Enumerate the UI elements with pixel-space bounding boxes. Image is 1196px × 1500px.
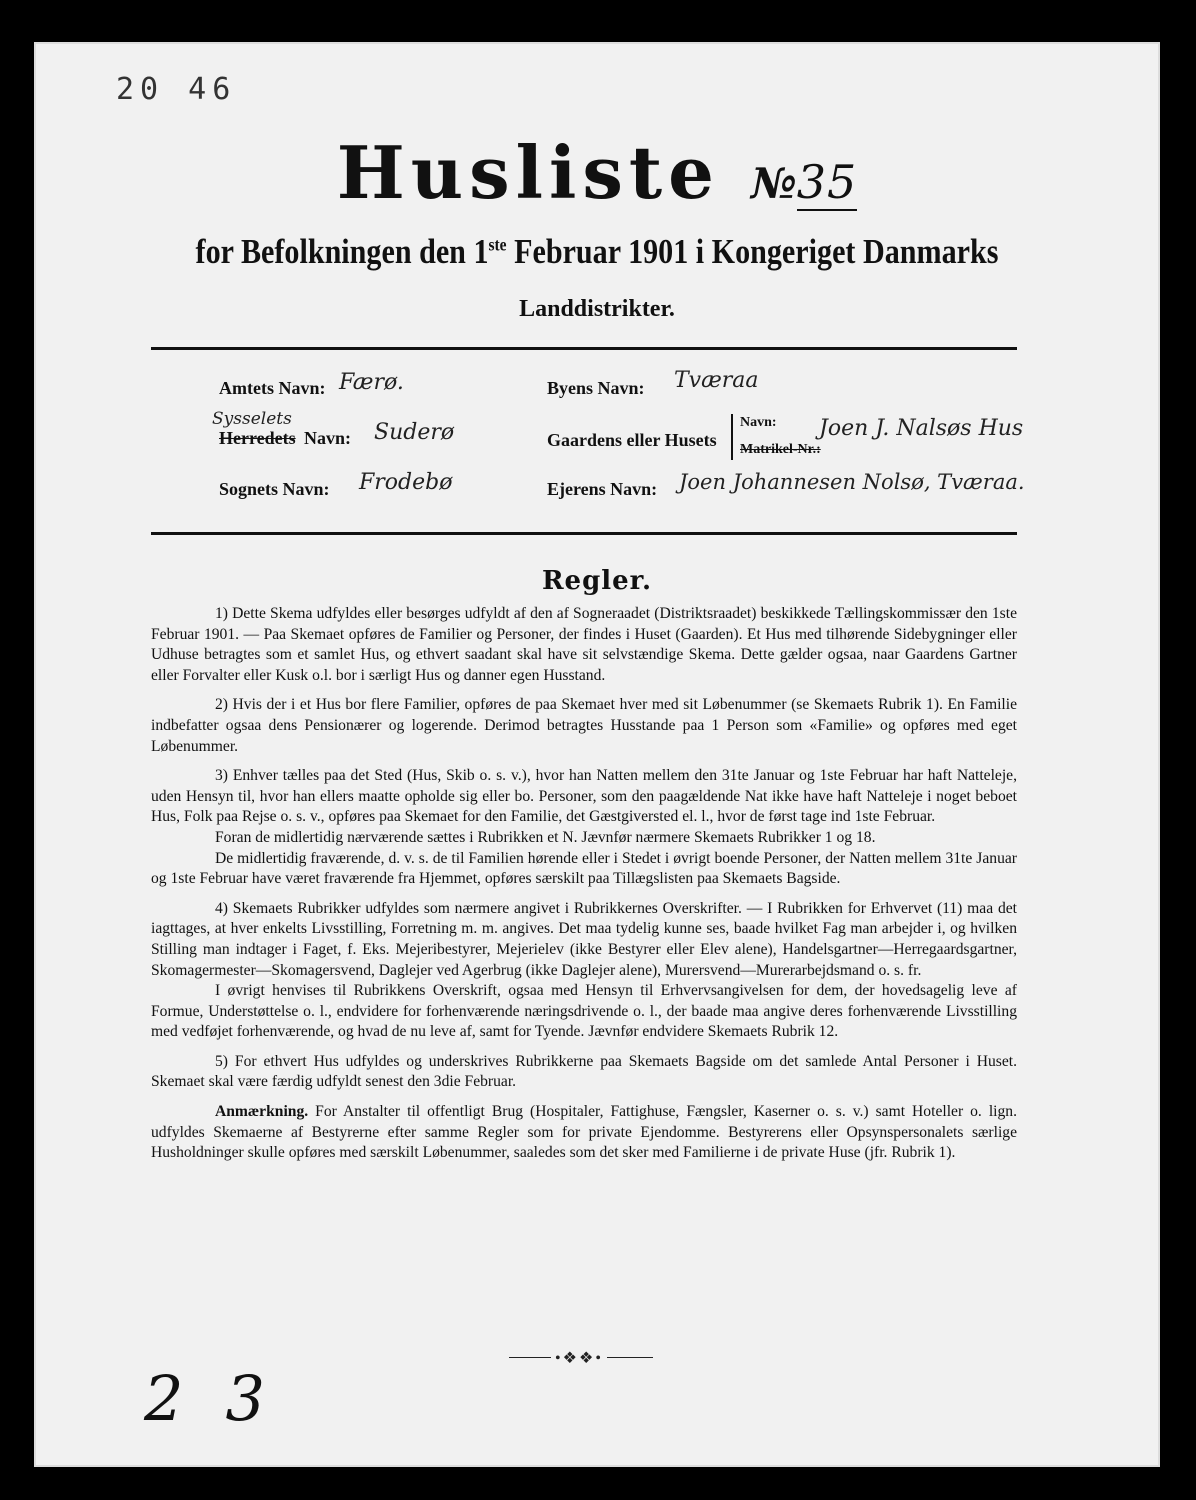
title-text: Husliste: [336, 130, 720, 215]
rule-2: 2) Hvis der i et Hus bor flere Familier, opføres de paa Skemaet hver med sit Løbenummer (se Skemaets Rubrik 1). En Familie indbefatter ogsaa dens Pensionærer og logerende. Derimod betragtes Husstande paa 1 Person som «Familie» og opføres med eget Løbenummer.: [151, 696, 1017, 755]
handwritten-number: 23: [144, 1362, 307, 1435]
rule-5: 5) For ethvert Hus udfyldes og underskrives Rubrikkerne paa Skemaets Bagside om det samlede Antal Personer i Huset. Skemaet skal være færdig udfyldt senest den 3die Februar.: [151, 1052, 1017, 1091]
rule-4: 4) Skemaets Rubrikker udfyldes som nærmere angivet i Rubrikkernes Overskrifter. — I Rubrikken for Erhvervet (11) maa det iagttages, at hver enkelts Livsstilling, Forretning m. m. angives. Det maa tydelig kunne ses, baade hvilket Fag man arbejder i, og hvilken Stilling man indtager i Faget, f. Eks. Mejeribestyrer, Mejerielev (ikke Bestyrer eller Elev alene), Handelsgartner—Herregaardsgartner, Skomagermester—Skomagersvend, Daglejer ved Agerbrug (ikke Daglejer alene), Murersvend—Murerarbejdsmand o. s. fr.: [151, 899, 1017, 979]
amt-value: Færø.: [339, 370, 404, 395]
sogn-label: Sognets Navn:: [219, 479, 330, 499]
herred-label: Navn:: [304, 428, 352, 448]
rule-1: 1) Dette Skema udfyldes eller besørges udfyldt af den af Sogneraadet (Distriktsraadet) beskikkede Tællingskommissær den 1ste Februar 1901. — Paa Skemaet opføres de Familier og Personer, der findes i Huset (Gaarden). Et Hus med tilhørende Sidebygninger eller Udhuse betragtes som et samlet Hus, og ethvert saadant skal have sit selvstændige Skema. Dette gælder ogsaa, naar Gaardens Gartner eller Forvalter eller Kusk o.l. bor i særligt Hus og danner egen Husstand.: [151, 605, 1017, 684]
rules-heading: Regler.: [541, 566, 653, 596]
herred-struck-label: Herredets: [219, 428, 296, 448]
number-symbol: №: [751, 159, 797, 208]
subtitle-pre: for Befolkningen den 1: [195, 232, 489, 271]
rules-body: [151, 604, 1017, 1173]
subtitle-sup: ste: [488, 234, 507, 255]
rule-3: 3) Enhver tælles paa det Sted (Hus, Skib o. s. v.), hvor han Natten mellem den 31te Januar og 1ste Februar har haft Natteleje, uden Hensyn til, hvor han ellers maatte opholde sig eller bo. Personer, som den paagældende Nat ikke have haft Natteleje i noget beboet Hus, Folk paa Rejse o. s. v., opføres paa Skemaet for den Familie, det Gæstgiversted el. l., hvor de først tage ind 1ste Februar.: [151, 767, 1017, 826]
rule-3b: Foran de midlertidig nærværende sættes i Rubrikken et N. Jævnfør nærmere Skemaets Rubrikker 1 og 18.: [215, 828, 876, 846]
ornament-glyphs: •❖❖•: [551, 1350, 607, 1367]
by-label: Byens Navn:: [547, 378, 645, 398]
note: [151, 1102, 1017, 1164]
gaard-bracket: [731, 414, 733, 460]
gaard-navn-label: Navn:: [740, 415, 777, 430]
fields-divider: [151, 532, 1017, 535]
form-title: [34, 130, 1160, 215]
census-form-sheet: [34, 42, 1160, 1467]
gaard-matrikel-label: Matrikel-Nr.:: [740, 442, 821, 457]
ornament: [504, 1348, 654, 1368]
herred-handwritten: Sysselets: [212, 409, 292, 429]
form-subtitle: [113, 232, 1081, 272]
gaard-value: Joen J. Nalsøs Hus: [819, 416, 1024, 441]
district-heading: Landdistrikter.: [519, 296, 675, 322]
sogn-value: Frodebø: [359, 470, 453, 495]
ejer-value: Joen Johannesen Nolsø, Tværaa.: [679, 470, 1025, 494]
amt-label: Amtets Navn:: [219, 378, 326, 398]
rule-3c: De midlertidig fraværende, d. v. s. de til Familien hørende eller i Stedet i øvrigt boende Personer, der Natten mellem 31te Januar og 1ste Februar have været fraværende fra Hjemmet, opføres særskilt paa Tillægslisten paa Skemaets Bagside.: [151, 849, 1017, 888]
subtitle-post: Februar 1901 i Kongeriget Danmarks: [514, 232, 999, 271]
top-divider: [151, 347, 1017, 350]
stamp-number: 20 46: [116, 72, 237, 107]
gaard-label: Gaardens eller Husets: [547, 430, 717, 450]
list-number: 35: [796, 155, 858, 209]
note-label: Anmærkning.: [215, 1103, 309, 1121]
note-text: For Anstalter til offentligt Brug (Hospitaler, Fattighuse, Fængsler, Kaserner o. s. v.) samt Hoteller o. lign. udfyldes Skemaerne af Bestyrerne efter samme Regler som for private Ejendomme. Bestyrerens eller Opsynspersonalets særlige Husholdninger skulle opføres med særskilt Løbenummer, saaledes som det sker med Familierne i de private Huse (jfr. Rubrik 1).: [151, 1103, 1017, 1162]
by-value: Tværaa: [674, 368, 759, 393]
ejer-label: Ejerens Navn:: [547, 479, 658, 499]
herred-value: Suderø: [374, 420, 455, 445]
rule-4b: I øvrigt henvises til Rubrikkens Overskrift, ogsaa med Hensyn til Erhvervsangivelsen for dem, der hovedsagelig leve af Formue, Understøttelse o. l., endvidere for forhenværende næringsdrivende o. l., der baade maa angive deres forhenværende Livsstilling med vedføjet forhenværende, og hvad de nu leve af, samt for Tyende. Jævnfør endvidere Skemaets Rubrik 12.: [151, 982, 1017, 1041]
